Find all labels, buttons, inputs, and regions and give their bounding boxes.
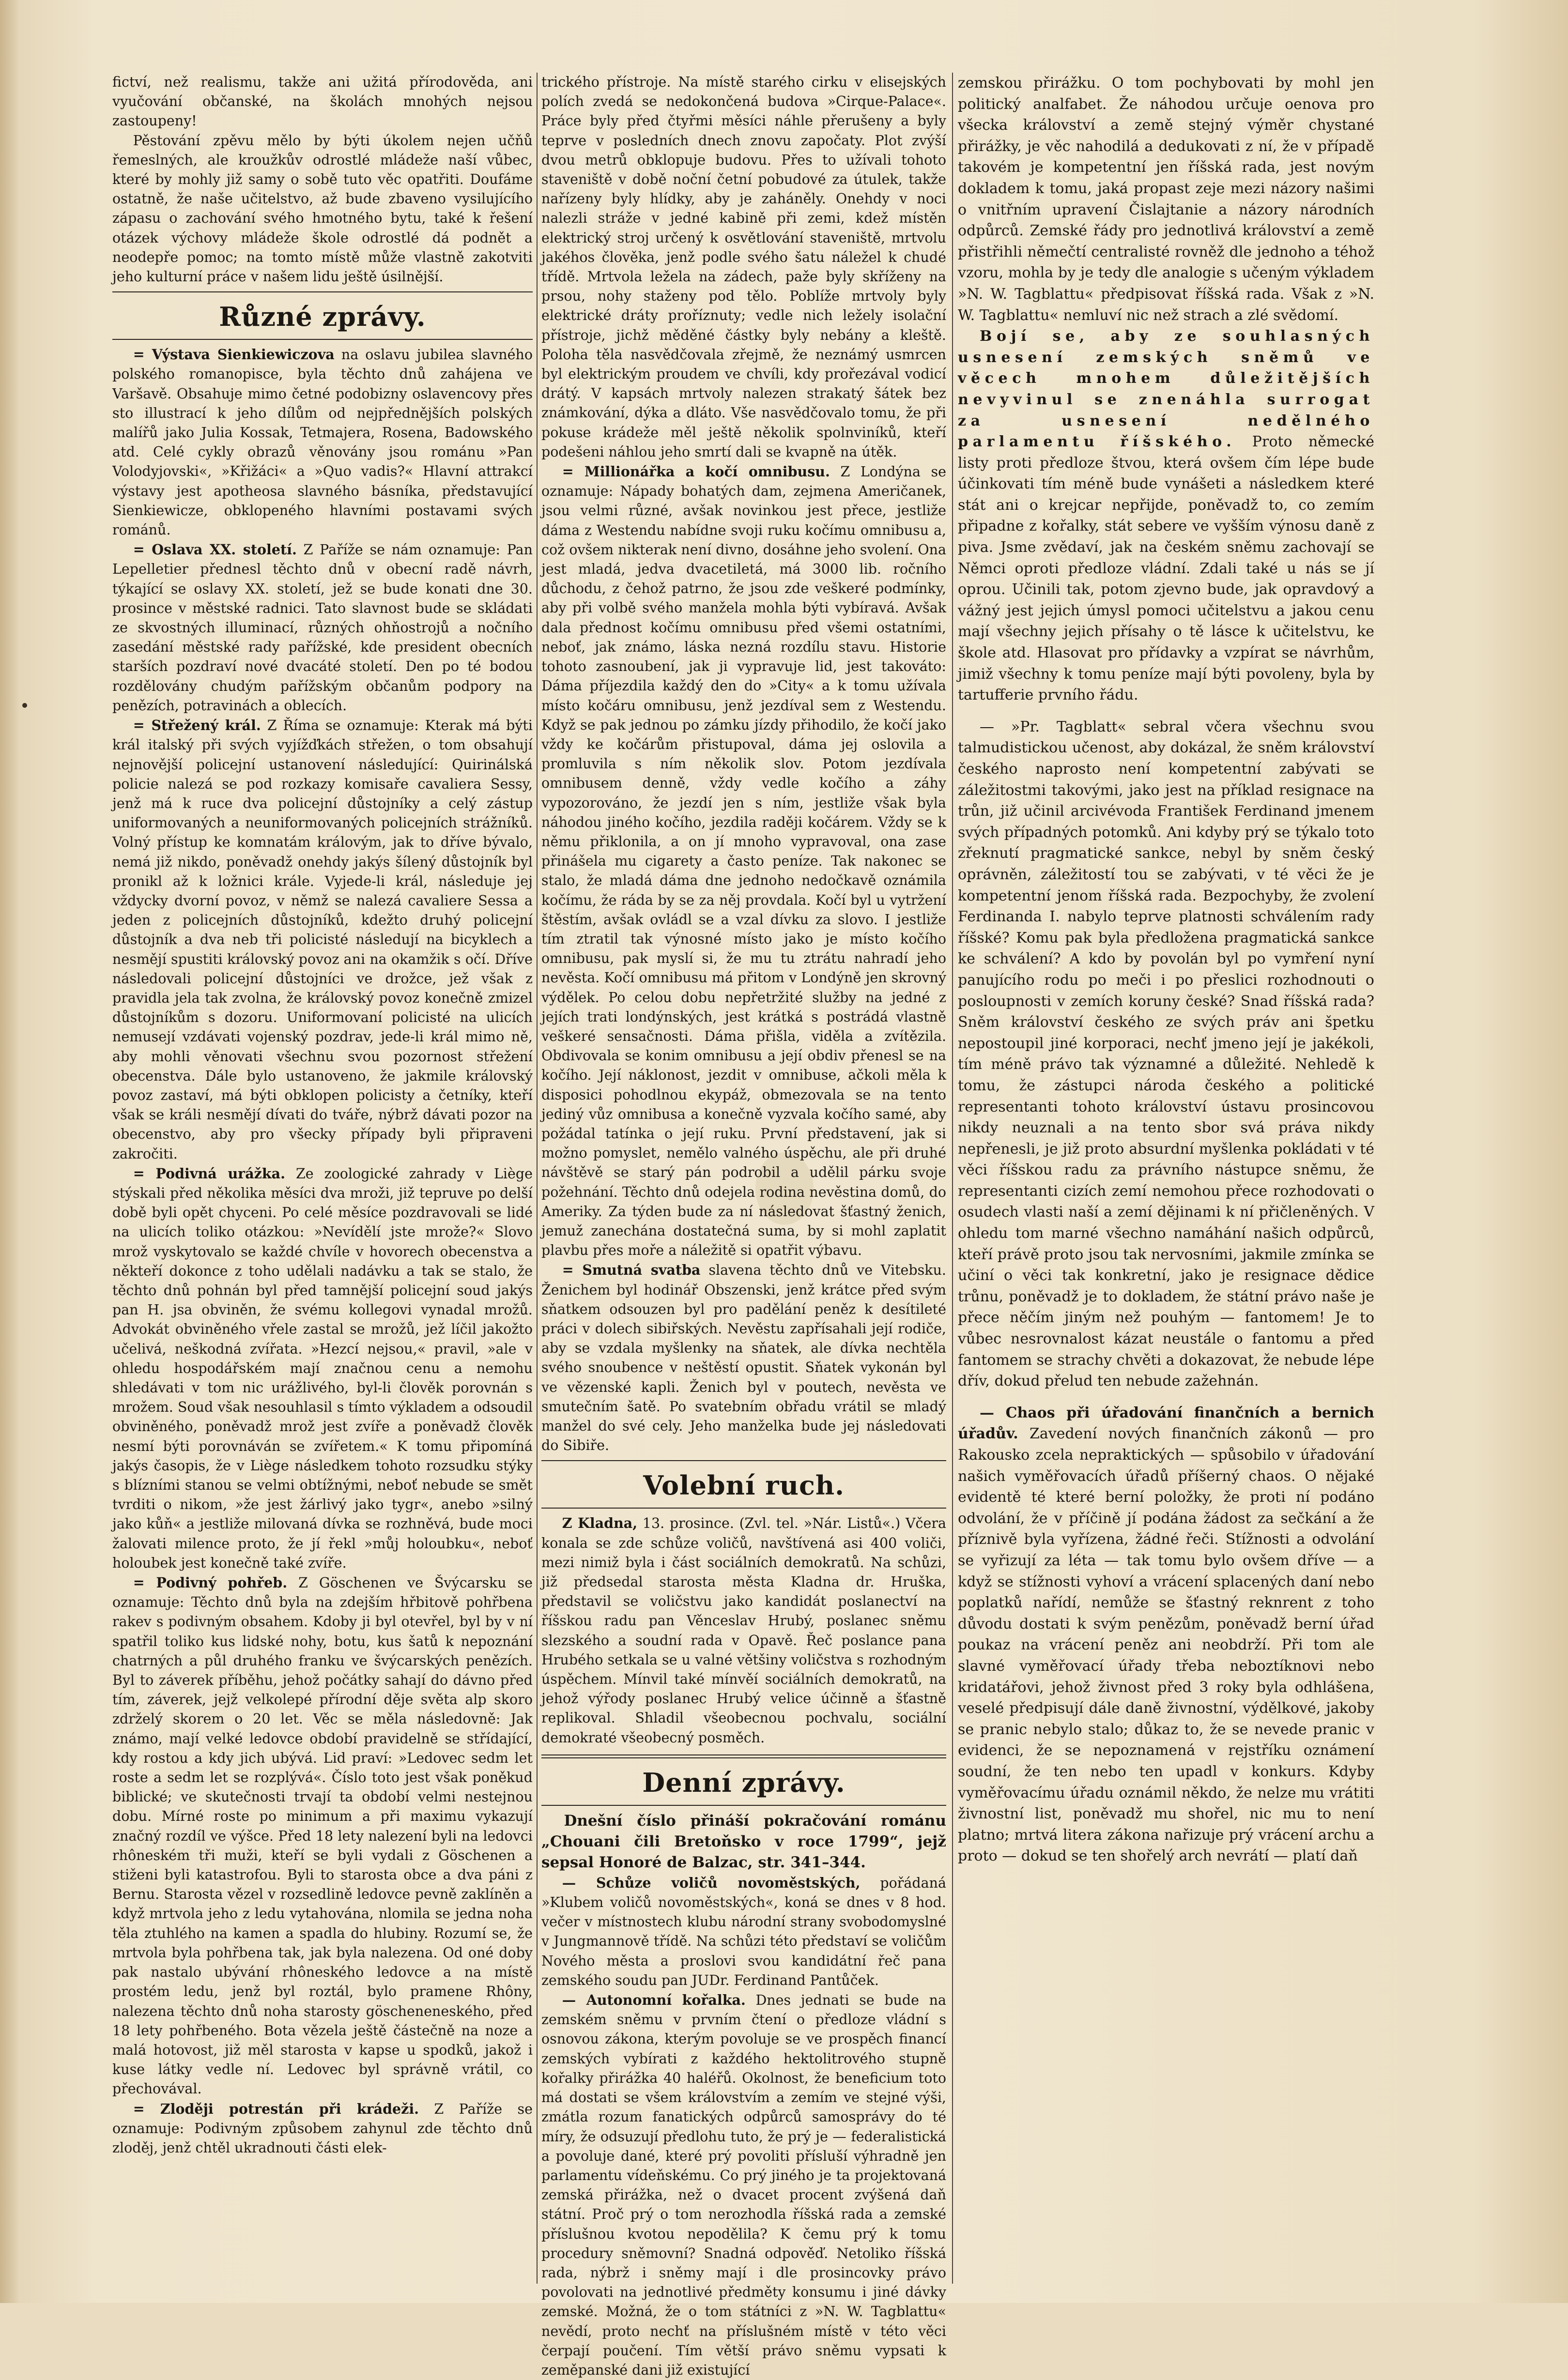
spacer	[958, 1392, 1374, 1403]
separator	[112, 339, 533, 340]
news-item	[958, 1403, 1374, 1867]
news-item-body: Z Paříže se nám oznamuje: Pan Lepelletier přednesl těchto dnů v obecní radě návrh, týkající se oslavy XX. století, jež se bude konati dne 30. prosince v městské radnici. Tato slavnost bude se skládati ze skvostných illuminací, různých ohňostrojů a nočního zasedání městské rady pařížské, kde president obecních starších pozdraví nové dvacáté století. Den po té bodou rozdělovány chudým pařížským občanům podpory na penězích, potravinách a oblecích.	[112, 542, 533, 714]
separator	[541, 1508, 946, 1509]
page-edge-shadow	[0, 0, 19, 2303]
separator	[541, 1460, 946, 1461]
news-item	[541, 1990, 946, 2380]
news-item-title: = Zloději potrestán při krádeži.	[133, 2100, 419, 2117]
paragraph	[958, 326, 1374, 706]
separator	[541, 1805, 946, 1806]
news-item-title: — Autonomní kořalka.	[562, 1992, 746, 2009]
column-rule-2	[952, 73, 953, 2284]
news-item-body: na oslavu jubilea slavného polského romanopisce, byla těchto dnů zahájena ve Varšavě. Obsahuje mimo četné podobizny oslavencovy přes sto illustrací k jeho dílům od nejpřednějších polských malířů jako Julia Kossak, Tetmajera, Rosena, Badowského atd. Celé cykly obrazů věnovány jsou románu »Pan Volodyjovski«, »Křižáci« a »Quo vadis?« Hlavní attrakcí výstavy jest apotheosa slavného básníka, představující Sienkiewicze, obklopeného hlavními postavami svých románů.	[112, 347, 533, 538]
news-item-body: slavena těchto dnů ve Vitebsku. Ženichem byl hodinář Obszenski, jenž krátce před svým sňatkem odsouzen byl pro padělání peněz k desítileté práci v dolech sibiřských. Nevěstu zapřísahali její rodiče, aby se vzdala myšlenky na sňatek, ale dívka nechtěla svého snoubence v neštěstí opustit. Sňatek vykonán byl ve vězenské kapli. Ženich byl v poutech, nevěsta ve smutečním šatě. Po svatebním obřadu vrátil se mladý manžel do své cely. Jeho manželka bude jej následovati do Sibiře.	[541, 1262, 946, 1454]
paragraph: zemskou přirážku. O tom pochybovati by mohl jen politický analfabet. Že náhodou určuje oenova pro všecka království a země stejný výměr chystané přirážky, je věc nahodilá a dedukovati z ní, že v případě takovém je kompetentní jen říšská rada, jest novým dokladem k tomu, jaká propast zeje mezi názory našimi o vnitřním upravení Čislajtanie a názory národních odpůrců. Zemské řády pro jednotlivá království a země přistřihli němečtí centralisté rovněž dle jednoho a téhož vzoru, mohla by je tedy dle analogie s učeným výkladem »N. W. Tagblattu« předpisovat říšská rada. Však z »N. W. Tagblattu« nemluví nic než strach a zlé svědomí.	[958, 75, 1374, 324]
news-item-body: pořádaná »Klubem voličů novoměstských«, koná se dnes v 8 hod. večer v místnostech klubu národní strany svobodomyslné v Jungmannově třídě. Na schůzi této představí se voličům Nového města a proslovi svou kandidátní řeč pana zemského soudu pan JUDr. Ferdinand Pantůček.	[541, 1875, 946, 1988]
news-item	[112, 345, 533, 540]
news-item-body: Z Paříže se oznamuje: Podivným způsobem zahynul zde těchto dnů zloděj, jenž chtěl ukradnouti části elek-	[112, 2101, 533, 2156]
section-heading: Volební ruch.	[643, 1470, 845, 1501]
spacer	[958, 706, 1374, 717]
column-1	[112, 73, 533, 2288]
news-item-title: = Výstava Sienkiewiczova	[133, 346, 335, 363]
news-item	[541, 1260, 946, 1455]
paragraph: trického přístroje. Na místě starého cirku v elisejských polích zvedá se nedokončená budova »Cirque-Palace«. Práce byly před čtyřmi měsíci náhle přerušeny a byly teprve v posledních dnech znovu započaty. Plot zvýší dvou metrů obklopuje budovu. Přes to užívali tohoto staveniště v době noční četní pobudové za útulek, takže nařízeny byly hlídky, aby je zaháněly. Onehdy v noci nalezli stráže v jedné kabině při zemi, kdež místěn elektrický stroj určený k osvětlování staveniště, mrtvolu jakéhos člověka, jenž podle svého šatu náležel k chudé třídě. Mrtvola ležela na zádech, paže byly skříženy na prsou, nohy staženy pod tělo. Poblíže mrtvoly byly elektrické dráty proříznuty; vedle nich ležely isolační přístroje, jichž měděné částky byly nebány a kleště. Poloha těla nasvědčovala zřejmě, že neznámý usmrcen byl elektrickým proudem ve chvíli, kdy prořezával vodicí drátý. V kapsách mrtvoly nalezen strakatý šátek bez známkování, dýka a dláto. Vše nasvědčovalo tomu, že při pokuse krádeže měl ještě několik spolnviníků, kteří podešeni náhlou jeho smrtí dali se kvapně na útěk.	[541, 74, 946, 460]
news-item-title: = Podivná urážka.	[133, 1165, 285, 1182]
news-item-body: Dnes jednati se bude na zemském sněmu v prvním čtení o předloze vládní s osnovou zákona, kterým povoluje se ve prospěch financí zemských vybírati z každého hektolitrového stupně kořalky přirážka 40 haléřů. Okolnost, že beneficium toto má dostati se všem královstvím a zemím ve stejné výši, zmátla rozum fanatických odpůrců samosprávy do té míry, že odsuzují předlohu tuto, že prý je — federalistická a povoluje dané, které prý povoliti přísluší výhradně jen parlamentu vídeňskému. Co prý jiného je ta projektovaná zemská přirážka, než o dvacet procent zvýšená daň státní. Proč prý o tom nerozhodla říšská rada a zemské příslušnou kvotou nepodělila? K čemu prý k tomu procedury sněmovní? Snadná odpověď. Netoliko říšská rada, nýbrž i sněmy mají i dle prosincovky právo povolovati na jednotlivé předměty konsumu i jiné dávky zemské. Možná, že o tom státníci z »N. W. Tagblattu« nevědí, proto nechť na příslušném místě v této věci čerpají poučení. Tím větší právo sněmu vypsati k zeměpanské dani již existující	[541, 1992, 946, 2378]
news-item-title: = Podivný pohřeb.	[133, 1574, 288, 1591]
news-item	[541, 1513, 946, 1747]
news-item-title: = Millionářka a kočí omnibusu.	[562, 463, 830, 480]
news-item: — »Pr. Tagblatt« sebral včera všechnu svou talmudistickou učenost, aby dokázal, že sněm království českého naprosto není kompetentní zabývati se záležitostmi takovými, jako jest na příklad resignace na trůn, již učinil arcivévoda František Ferdinand jmenem svých případných potomků. Ani kdyby prý se týkalo toto zřeknutí pragmatické sankce, nebyl by sněm český oprávněn, záležitostí tou se zabývati, v té věci že je kompetentní jenom říšská rada. Bezpochyby, že zvolení Ferdinanda I. nabylo teprve platnosti schválením rady říšské? Komu pak byla předložena pragmatická sankce ke schválení? A kdo by povolán byl po vymření nyní panujícího rodu po meči i po přeslici rozhodnouti o posloupnosti v zemích koruny české? Snad říšská rada? Sněm království českého ze svých práv ani špetku nepostoupil jiné korporaci, nechť jmeno její je jakékoli, tím méně právo tak významné a důležité. Nehledě k tomu, že zástupci národa českého a politické representanti tohoto království ústavu prosincovou nikdy neuznali a na tento sbor svá práva nikdy nepřenesli, je již proto absurdní myšlenka pokládati v té věci říšskou radu za právního nástupce sněmu, že representanti cizích zemí nemohou přece rozhodovati o osudech vlasti naší a zemí dějinami k ní přičleněných. V ohledu tom marné všechno namáhání našich odpůrců, kteří právě proto jsou tak nervosními, jakmile zmínka se učiní o věci tak konkretní, jako je resignace dědice trůnu, poněvadž je to dokladem, že státní právo naše je přece něčím jiným než pouhým — fantomem! Je to vůbec nesrovnalost kázat neustále o fantomu a před fantomem se strachy chvěti a dokazovat, že nebude lépe dřív, dokud přelud ten nebude zažehnán.	[958, 718, 1374, 1390]
news-item-body: 13. prosince. (Zvl. tel. »Nár. Listů«.) Včera konala se zde schůze voličů, navštívená asi 400 voliči, mezi nimiž byla i část sociálních demokratů. Na schůzi, již předsedal starosta města Kladna dr. Hruška, představil se voličstvu jako kandidát poslanectví na říšskou radu pan Věnceslav Hrubý, poslanec sněmu slezského a soudní rada v Opavě. Řeč poslance pana Hrubého setkala se u valné většiny voličstva s rozhodným úspěchem. Mínvil také mínvěí sociálních demokratů, na jehož výřody poslanec Hrubý velice účinně a šťastně replikoval. Shladil všeobecnou pochvalu, sociální demokraté všeobecný posměch.	[541, 1515, 946, 1746]
news-item	[112, 2099, 533, 2158]
ink-spot	[22, 703, 27, 708]
news-item-title: = Oslava XX. století.	[133, 541, 297, 558]
double-separator	[541, 1754, 946, 1758]
news-item	[112, 716, 533, 1164]
news-item	[112, 540, 533, 716]
news-item-title: Z Kladna,	[562, 1515, 638, 1532]
news-item-title: = Střežený král.	[133, 717, 261, 734]
spaced-emphasis: Bojí se, aby ze souhlasných usnesení zemských sněmů ve věcech mnohem důležitějších nevyvinul se znenáhla surrogat za usnesení nedělného parlamentu říšského.	[958, 328, 1374, 451]
news-item	[112, 1573, 533, 2099]
news-item-body: Z Říma se oznamuje: Kterak má býti král italský při svých vyjížďkách střežen, o tom obsahují nejnovější policejní ustanovení následující: Quirinálská policie nalezá se pod rozkazy komisaře cavaliera Sessy, jenž má k ruce dva policejní důstojníky a celý zástup uniformovaných a neuniformovaných policejních strážníků. Volný přístup ke komnatám královým, jak to dříve bývalo, nemá již nikdo, poněvadž onehdy jakýs šílený důstojník byl pronikl až k ložnici krále. Vyjede-li král, následuje jej vždycky dvorní povoz, v němž se nalezá cavaliere Sessa a jeden z policejních důstojníků, kdežto druhý policejní důstojník a dva neb tři policisté následují na bicyklech a nesmějí spustiti královský povoz ani na okamžik s očí. Dříve následovali policejní důstojníci ve drožce, jež však z pravidla jela tak zvolna, že královský povoz konečně zmizel důstojníkům s dozoru. Uniformovaní policisté na ulicích nemusejí vzdávati vojenský pozdrav, jede-li král mimo ně, aby mohli věnovati všechnu svou pozornost střežení obecenstva. Dále bylo ustanoveno, že jakmile královský povoz zastaví, má býti obklopen policisty a četníky, kteří však se králi nesmějí dívati do tváře, nýbrž dávati pozor na obecenstvo, aby pro všecky případy byli připraveni zakročiti.	[112, 717, 533, 1162]
news-item-title: — Schůze voličů novoměstských,	[562, 1874, 861, 1891]
separator	[112, 291, 533, 292]
paragraph: fictví, než realismu, takže ani užitá přírodověda, ani vyučování občanské, na školách mnohých nejsou zastoupeny!	[112, 74, 533, 129]
announcement: Dnešní číslo přináší pokračování románu „Chouani čili Bretoňsko v roce 1799“, jejž sepsal Honoré de Balzac, str. 341–344.	[541, 1812, 946, 1871]
column-3	[958, 73, 1374, 2288]
column-rule-1	[537, 73, 538, 2284]
column-2	[541, 73, 946, 2378]
paragraph: Pěstování zpěvu mělo by býti úkolem nejen učňů řemeslných, ale kroužkův odrostlé mládeže naší vůbec, které by mohly již samy o sobě tuto věc opatřiti. Doufáme ostatně, že naše učitelstvo, až bude zbaveno vysilujícího zápasu o zachování svého hmotného bytu, také k řešení otázek výchovy mládeže škole odrostlé dá podnět a neodepře pomoc; na tomto místě může vlastně zakotviti jeho kulturní práce v našem lidu ještě úsilnější.	[112, 132, 533, 285]
section-heading: Různé zprávy.	[219, 301, 426, 333]
news-item-body: Ze zoologické zahrady v Liège stýskali před několika měsíci dva mroži, již tepruve po delší době byli opět chyceni. Po celé měsíce pozdravovali se lidé na ulicích toliko otázkou: »Nevídělí jste mrože?« Slovo mrož vyskytovalo se každé chvíle v hovorech obecenstva a někteří dokonce z toho udělali nadávku a tak se stalo, že těchto dnů pohnán byl před tamnější policejní soud jakýs pan H. jsa obviněn, že svému kollegovi vynadal mrožů. Advokát obviněného vřele zastal se mrožů, jež líčil jakožto učelivá, neškodná zvířata. »Hezcí nejsou,« pravil, »ale v ohledu hospodářském mají značnou cenu a nemohu shledávati v tom nic urážlivého, byl-li člověk porovnán s mrožem. Soud však nesouhlasil s tímto výkladem a odsoudil obviněného, poněvadž mrož jest zvíře a poněvadž člověk nesmí býti porovnáván se zvířetem.« K tomu připomíná jakýs časopis, že v Liège následkem tohoto rozsudku stýky s blízními stanou se velmi obtížnými, neboť nebude se smět tvrditi o nikom, »že jest žárlivý jako tygr«, anebo »silný jako kůň« a jestliže milovaná dívka se rozhněvá, bude moci žalovati milence proto, že jí řekl »můj holoubku«, neboť holoubek jest konečně také zvíře.	[112, 1165, 533, 1571]
news-item	[541, 462, 946, 1260]
news-item-title: — Chaos při úřadování finančních a bernich úřadův.	[958, 1404, 1374, 1443]
news-item	[541, 1873, 946, 1990]
news-item-body: Zavedení nových finančních zákonů — pro Rakousko zcela nepraktických — spůsobilo v úřadování našich vyměřovacích úřadů příšerný chaos. O nějaké evidentě té které berní položky, že proti ní podáno odvolání, že v příčině jí podána žádost za sečkání a že příznivě byla vyřízena, žádné řeči. Stížnosti a odvolání se vyřizují za léta — tak tomu bylo ovšem dříve — a když se stížnosti vyhoví a vrácení splacených daní nebo poplatků nařídí, nemůže se šťastný reknrent z toho důvodu dostati k svým penězům, poněvadž berní úřad poukaz na vrácení peněz ani neobdrží. Při tom ale slavné vyměřovací úřady třeba neboztíknovi nebo kridatářovi, jehož živnost před 3 roky byla odhlášena, veselé předpisují dále daně živnostní, výdělkové, jakoby se pranic nebylo stalo; důkaz to, že se nevede pranic v evidenci, že se nepoznamená v rejstříku oznámení soudní, že ten nebo ten upadl v konkurs. Kdyby vyměřovacímu úřadu oznámil někdo, že nelze mu vrátiti živnostní list, poněvadž mu shořel, nic mu to není platno; mrtvá litera zákona nařizuje prý vrácení archu a proto — dokud se ten shořelý arch nevrátí — platí daň	[958, 1425, 1374, 1865]
paragraph-body: Proto německé listy proti předloze štvou, která ovšem čím lépe bude účinkovati tím méně bude vynášeti a následkem které stát ani o krejcar nepřijde, poněvadž to, co zemím připadne z kořalky, stát sebere ve vyšším výnosu daně z piva. Jsme zvědaví, jak na českém sněmu zachovají se Němci oproti předloze vládní. Zdali také u nás se jí oprou. Učinili tak, potom zjevno bude, jak opravdový a vážný jest jejich úmysl pomoci učitelstvu a jakou cenu mají všechny jejich přísahy o tě lásce k učitelstvu, ke škole atd. Hlasovat pro přídavky a vzpírat se návrhům, jimiž všechny k tomu peníze mají býti povoleny, byla by tartufferie prvního řádu.	[958, 433, 1374, 704]
news-item-title: = Smutná svatba	[562, 1262, 701, 1279]
news-item-body: Z Göschenen ve Švýcarsku se oznamuje: Těchto dnů byla na zdejším hřbitově pohřbena rakev s podivným obsahem. Kdoby ji byl otevřel, byl by v ní spatřil toliko kus lidské nohy, botu, kus šatů k nepoznání chatrných a půl druhého franku ve švýcarských penězích. Byl to záverek příběhu, jehož počátky sahají do dávno před tím, záverek, jejž velkolepé přírodní děje světa alp skoro zdrželý skorem o 20 let. Věc se měla následovně: Jak známo, mají velké ledovce období pravidelně se střídající, kdy rostou a kdy jich ubývá. Lid praví: »Ledovec sedm let roste a sedm let se rozplývá«. Číslo toto jest však poněkud biblické; ve skutečnosti trvají ta období velmi nestejnou dobu. Mírné roste po minimum a při maximu vykazují značný rozdíl ve výšce. Před 18 lety nalezení byli na ledovci rhôneském tři muži, kteří se byli vydali z Göschenen a stiženi byli katastrofou. Byli to starosta obce a dva páni z Bernu. Starosta vězel v rozsedlině ledovce pevně zaklíněn a když mrtvola jeho z ledu vytahována, nlomila se jedna noha těla ztuhlého na kamen a spadla do hlubiny. Rozumí se, že mrtvola byla pohřbena tak, jak byla nalezena. Od oné doby pak nastalo ubývání rhôneského ledovce a na místě prostém ledu, jenž byl roztál, bylo pramene Rhôny, nalezena těchto dnů noha starosty göscheneneského, před 18 lety pohřbeného. Bota vězela ještě částečně na noze a malá hotovost, již měl starosta v kapse u spodků, jakož i kuse látky vedle ní. Ledovec byl správně vrátil, co přechovával.	[112, 1575, 533, 2097]
news-item-body: Z Londýna se oznamuje: Nápady bohatých dam, zejmena Američanek, jsou velmi různé, avšak novinkou jest přece, jestliže dáma z Westendu nabídne svoji ruku kočímu omnibusu a, což ovšem nikterak není divno, dosáhne jeho svolení. Ona jest mladá, jedva dvacetiletá, má 3000 lib. ročního důchodu, z čehož patrno, že jsou zde veškeré podmínky, aby při volbě svého manžela mohla býti vybíravá. Avšak dala přednost kočímu omnibusu před všemi ostatními, neboť, jak známo, láska nezná rozdílu stavu. Historie tohoto zasnoubení, jak ji vypravuje lid, jest takováto: Dáma příjezdila každý den do »City« a k tomu užívala místo kočáru omnibusu, jenž jezdíval sem z Westendu. Když se pak jednou po zámku jízdy přihodilo, že kočí jako vždy ke kočárům přistupoval, dáma jej oslovila a promluvila s ním několik slov. Potom jezdívala omnibusem denně, vždy vedle kočího a záhy vypozorováno, že jezdí jen s ním, jestliže však byla náhodou jiného kočího, jezdila raději kočárem. Vždy se k němu přiklonila, a on jí mnoho vypravoval, ona zase přinášela mu cigarety a často peníze. Tak nakonec se stalo, že mladá dáma dne jednoho nedočkavě oznámila kočímu, že ráda by se za něj provdala. Kočí byl u vytržení štěstím, avšak ovládl se a vzal dívku za slovo. I jestliže tím ztratil tak výnosné místo jako je místo kočího omnibusu, pak myslí si, že mu tu ztrátu nahradí jeho nevěsta. Kočí omnibusu má přitom v Londýně jen skrovný výdělek. Po celou dobu nepřetržité služby na jedné z jejích trati londýnských, jest krátká s postrádá vlastně veškeré sensačnosti. Dáma přišla, viděla a zvítězila. Obdivovala se konim omnibusu a její obdiv přenesl se na kočího. Její náklonost, jezdit v omnibuse, ačkoli měla k disposici pohodlnou ekypáž, obmezovala se na tento jediný vůz omnibusa a konečně vyzvala kočího samé, aby požádal tatínka o její ruku. První představení, jak si možno pomyslet, nemělo valného úspěchu, ale při druhé návštěvě se starý pán podrobil a udělil párku svoje požehnání. Těchto dnů odejela rodina nevěstina domů, do Ameriky. Za týden bude za ní následovat šťastný ženich, jemuž zanechána dostatečná suma, by si mohl zaplatit plavbu přes moře a náležitě si opatřit výbavu.	[541, 464, 946, 1259]
news-item	[112, 1164, 533, 1573]
section-heading: Denní zprávy.	[642, 1767, 845, 1798]
